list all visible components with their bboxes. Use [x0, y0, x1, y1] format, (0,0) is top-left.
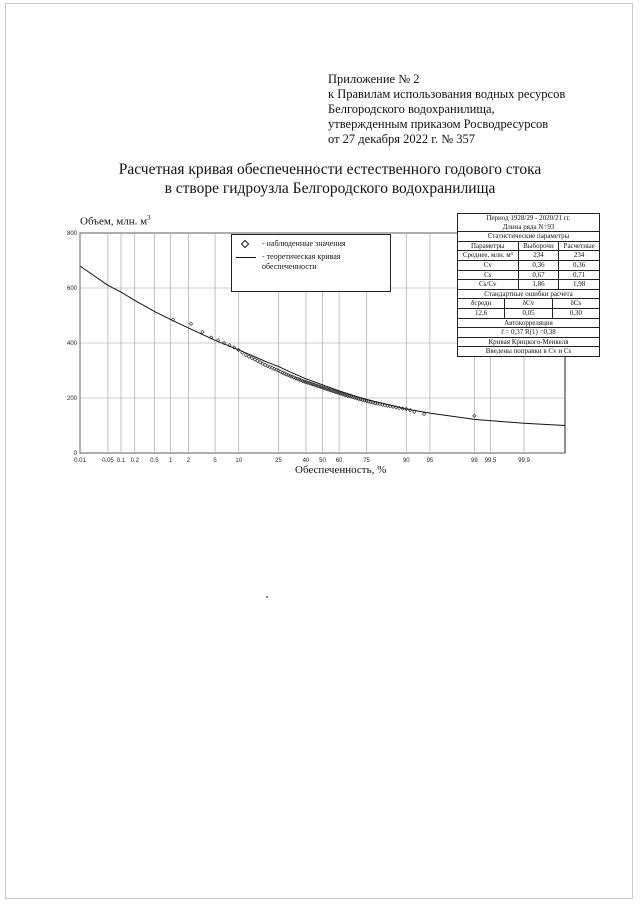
- observed-point: [303, 380, 306, 383]
- observed-point: [322, 386, 325, 389]
- stats-curve-type: Кривая Крицкого-Менкеля: [458, 338, 599, 348]
- chart-legend: [231, 234, 391, 292]
- stats-cv-sample: 0,36: [519, 261, 560, 270]
- stats-params-header: Статистические параметры: [458, 231, 599, 242]
- stats-mean-label: Среднее, млн. м³: [458, 251, 519, 260]
- observed-point: [341, 392, 344, 395]
- x-tick-label: 75: [363, 458, 370, 464]
- y-tick-label: 0: [73, 451, 77, 457]
- appendix-line: Приложение № 2: [328, 72, 420, 86]
- x-tick-label: 50: [319, 458, 326, 464]
- x-tick-label: 5: [213, 458, 217, 464]
- x-axis-label: Обеспеченность, %: [295, 464, 387, 476]
- stats-errors-values-row: [458, 309, 599, 319]
- stats-columns-row: [458, 242, 599, 252]
- legend-observed: - наблюденные значения: [262, 239, 346, 248]
- observed-point: [318, 385, 321, 388]
- diamond-marker-icon: [241, 240, 249, 248]
- stats-col-sample: Выборочн: [519, 242, 560, 251]
- appendix-line: к Правилам использования водных ресурсов: [328, 87, 566, 101]
- y-axis-label: [80, 214, 151, 228]
- x-tick-label: 25: [275, 458, 282, 464]
- x-tick-label: 2: [186, 458, 191, 464]
- observed-point: [332, 390, 335, 393]
- observed-point: [331, 389, 334, 392]
- stats-cs-sample: 0,67: [519, 271, 560, 280]
- observed-point: [334, 390, 337, 393]
- stats-err-cv-label: δCv: [505, 299, 552, 308]
- stats-err-cs-label: δCs: [570, 299, 582, 308]
- stats-autocorr-values: r̄ = 0,37 R(1) =0,38: [458, 328, 599, 338]
- stats-cscv-calc: 1,98: [573, 280, 586, 289]
- y-tick-label: 400: [66, 341, 77, 347]
- observed-point: [326, 388, 329, 391]
- stats-autocorr-header: Автокорреляция: [458, 319, 599, 329]
- observed-point: [313, 383, 316, 386]
- x-tick-label: 60: [335, 458, 343, 464]
- observed-point: [314, 384, 317, 387]
- appendix-line: от 27 декабря 2022 г. № 357: [328, 132, 476, 146]
- x-tick-label: 0.2: [130, 458, 139, 464]
- stats-mean-row: [458, 251, 599, 261]
- stats-corrections: Введены поправки в Cv и Cs: [485, 347, 572, 356]
- observed-point: [189, 322, 192, 325]
- stats-period: Период 1928/29 - 2020/21 гг.: [486, 214, 571, 222]
- observed-point: [306, 381, 309, 384]
- stats-cscv-row: [458, 280, 599, 290]
- line-marker-icon: [236, 257, 256, 258]
- stats-cscv-sample: 1,86: [519, 280, 560, 289]
- y-tick-label: 600: [66, 286, 77, 292]
- stats-cs-calc: 0,71: [573, 270, 586, 279]
- y-axis-label-text: Объем, млн. м: [80, 215, 148, 228]
- x-tick-label: 40: [302, 458, 310, 464]
- legend-theoretical-line-2: обеспеченности: [262, 262, 317, 271]
- scan-speck: [266, 596, 268, 598]
- observed-point: [319, 385, 322, 388]
- stats-col-param: Параметры: [458, 242, 519, 251]
- observed-point: [324, 387, 327, 390]
- observed-point: [327, 388, 330, 391]
- stats-cscv-label: Cs/Cv: [458, 280, 519, 289]
- x-tick-label: 90: [402, 458, 410, 464]
- stats-length: Длина ряда N=93: [502, 222, 555, 231]
- x-tick-label: 99.9: [518, 458, 530, 464]
- stats-cs-row: [458, 271, 599, 281]
- appendix-line: Белгородского водохранилища,: [328, 102, 495, 116]
- y-tick-label: 200: [66, 396, 77, 402]
- stats-cs-label: Cs: [458, 271, 519, 280]
- observed-point: [316, 384, 319, 387]
- statistics-table: [457, 213, 600, 357]
- stats-err-cs: 0,30: [569, 308, 582, 317]
- stats-col-calc: Расчетные: [563, 241, 595, 250]
- observed-point: [344, 394, 347, 397]
- x-tick-label: 0.1: [116, 458, 126, 464]
- stats-mean-calc: 234: [573, 251, 585, 260]
- stats-mean-sample: 234: [519, 251, 560, 260]
- observed-point: [201, 330, 204, 333]
- x-tick-label: 1: [168, 458, 173, 464]
- observed-point: [336, 391, 339, 394]
- x-tick-label: 99.5: [484, 458, 497, 464]
- observed-point: [308, 381, 311, 384]
- y-axis-label-superscript: 3: [147, 214, 151, 222]
- x-tick-label: 95: [426, 458, 434, 464]
- stats-err-cv: 0,05: [505, 309, 552, 318]
- stats-cv-calc: 0,36: [573, 260, 586, 269]
- x-tick-label: 10: [235, 458, 243, 464]
- x-tick-label: 99: [470, 458, 478, 464]
- appendix-line: утвержденным приказом Росводресурсов: [328, 117, 549, 131]
- stats-cv-label: Cv: [458, 261, 519, 270]
- x-tick-label: 0.01: [74, 458, 86, 464]
- legend-theoretical-line-1: - теоретическая кривая: [262, 252, 341, 261]
- observed-point: [342, 393, 345, 396]
- observed-point: [329, 389, 332, 392]
- x-tick-label: 0.05: [102, 458, 114, 464]
- x-tick-label: 0.5: [150, 458, 159, 464]
- observed-point: [311, 383, 314, 386]
- stats-errors-header: Стандартные ошибки расчета: [458, 290, 599, 300]
- observed-point: [339, 392, 342, 395]
- chart-title-line-1: Расчетная кривая обеспеченности естественного годового стока: [118, 161, 542, 178]
- stats-cv-row: [458, 261, 599, 271]
- chart-title-line-2: в створе гидроузла Белгородского водохранилища: [164, 180, 496, 197]
- observed-point: [309, 382, 312, 385]
- stats-err-mean: 12,6: [458, 309, 505, 318]
- stats-errors-labels-row: [458, 299, 599, 309]
- stats-err-mean-label: δсредн: [458, 299, 505, 308]
- y-tick-label: 800: [66, 231, 77, 237]
